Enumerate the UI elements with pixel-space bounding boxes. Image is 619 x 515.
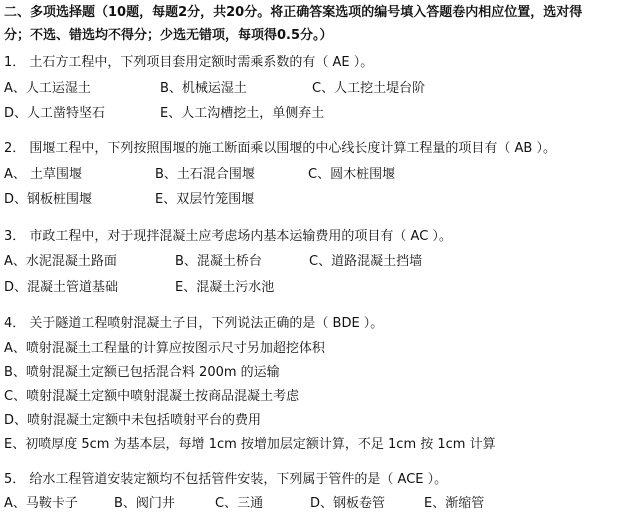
option: A、马鞍卡子 [4,496,78,511]
option: D、混凝土管道基础 [4,280,119,295]
option: C、三通 [215,496,264,511]
question-stem: 1． 土石方工程中，下列项目套用定额时需乘系数的有（ AE ）。 [4,55,374,70]
option: A、人工运湿土 [4,81,91,96]
option: E、混凝土污水池 [175,280,275,295]
option: E、渐缩管 [424,496,485,511]
option: D、钢板桩围堰 [4,192,93,207]
option: D、钢板卷管 [310,496,386,511]
option: C、圆木桩围堰 [308,167,396,182]
option: E、人工沟槽挖土，单侧弃土 [160,106,325,121]
section-title: 二、多项选择题（10题，每题2分，共20分。将正确答案选项的编号填入答题卷内相应位置，选对得 [4,5,583,20]
question-stem: 2． 围堰工程中，下列按照围堰的施工断面乘以围堰的中心线长度计算工程量的项目有（ AB ）。 [4,141,556,156]
question-stem: 4． 关于隧道工程喷射混凝土子目，下列说法正确的是（ BDE ）。 [4,316,384,331]
option: E、初喷厚度 5cm 为基本层，每增 1cm 按增加层定额计算，不足 1cm 按 1cm 计算 [4,437,496,452]
option: B、土石混合围堰 [155,167,255,182]
option: C、道路混凝土挡墙 [309,254,423,269]
question-stem: 3． 市政工程中，对于现拌混凝土应考虑场内基本运输费用的项目有（ AC ）。 [4,229,452,244]
option: A、 土草围堰 [4,167,83,182]
option: B、阀门井 [114,496,175,511]
option: C、喷射混凝土定额中喷射混凝土按商品混凝土考虑 [4,389,300,404]
option: A、水泥混凝土路面 [4,254,117,269]
option: D、人工凿特坚石 [4,106,106,121]
option: A、喷射混凝土工程量的计算应按图示尺寸另加超挖体积 [4,341,325,356]
option: D、喷射混凝土定额中未包括喷射平台的费用 [4,413,262,428]
option: B、混凝土桥台 [175,254,262,269]
option: C、人工挖土堤台阶 [312,81,426,96]
section-subtitle: 分；不选、错选均不得分；少选无错项，每项得0.5分。） [4,28,333,43]
question-stem: 5． 给水工程管道安装定额均不包括管件安装，下列属于管件的是（ ACE ）。 [4,472,448,487]
option: B、喷射混凝土定额已包括混合料 200m 的运输 [4,365,280,380]
option: B、机械运湿土 [160,81,247,96]
option: E、双层竹笼围堰 [155,192,255,207]
